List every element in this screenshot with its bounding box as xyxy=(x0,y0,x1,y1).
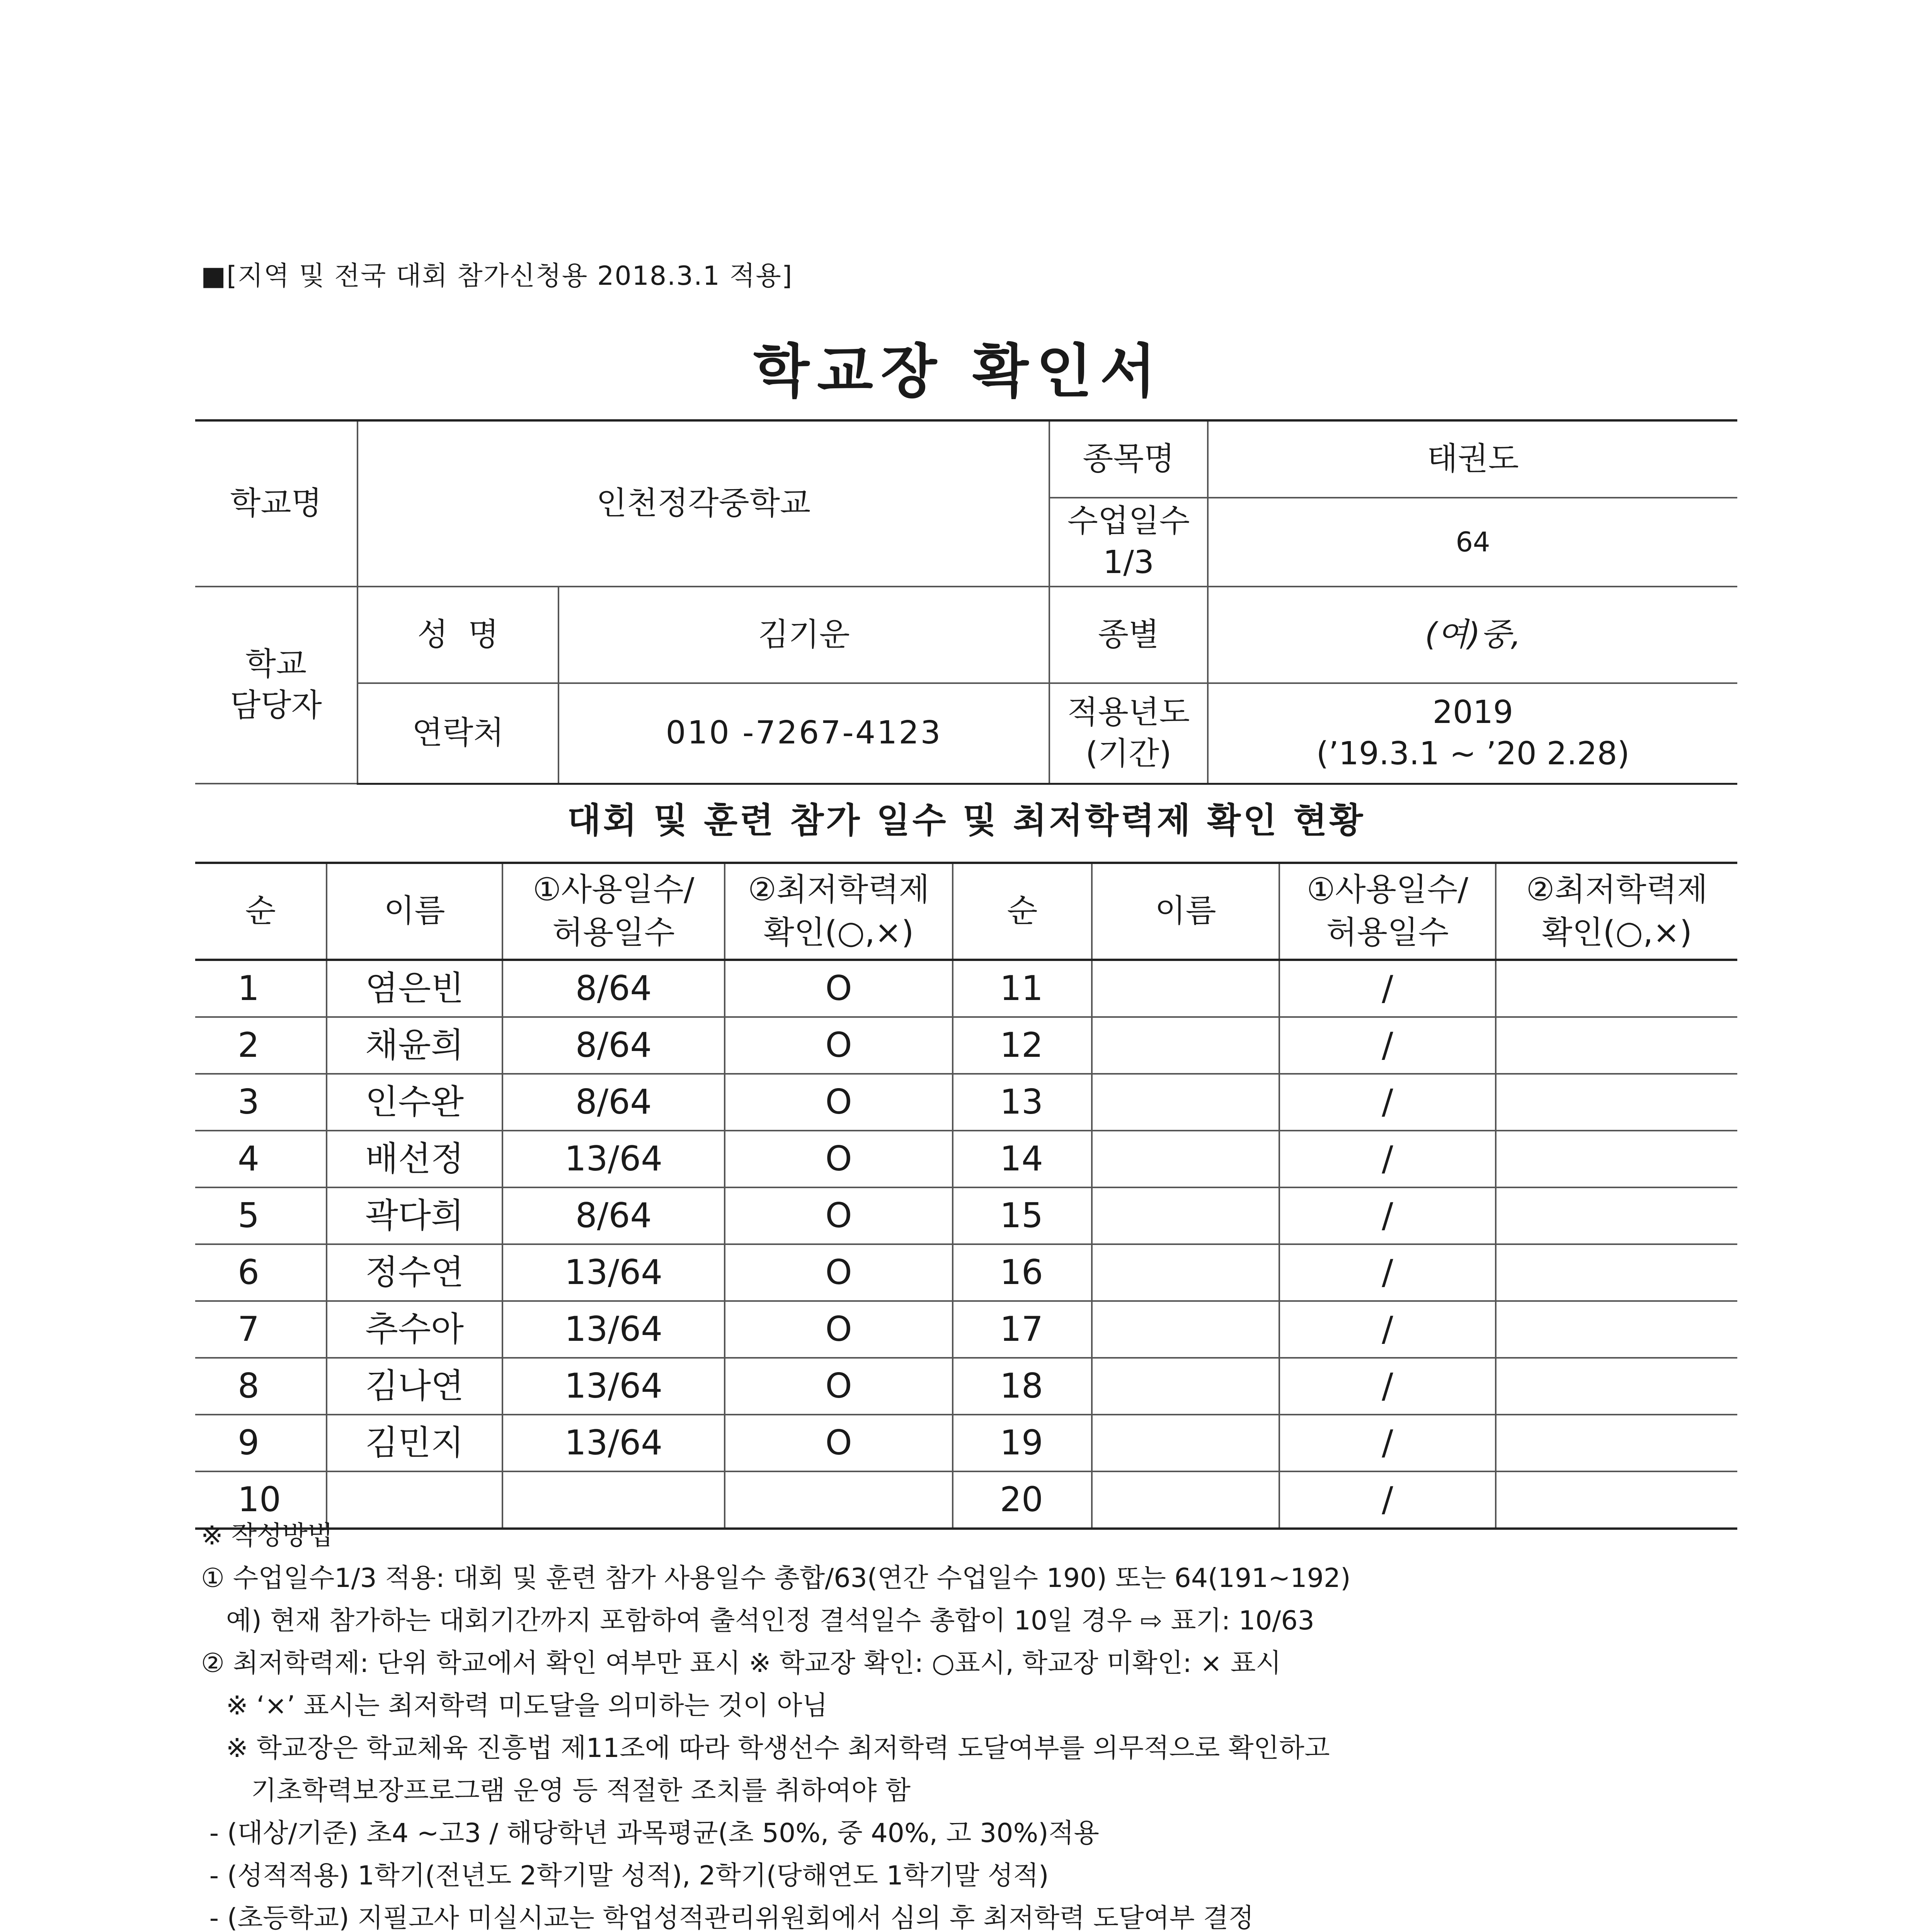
cell-name xyxy=(1092,1187,1279,1244)
header-check-right-line1: ②최저학력제 xyxy=(1526,871,1708,908)
cell-no: 10 xyxy=(195,1471,327,1529)
info-table xyxy=(195,419,1737,785)
page-title: 학교장 확인서 xyxy=(753,338,1164,405)
cell-check: O xyxy=(725,1415,953,1471)
note-line: - (초등학교) 지필고사 미실시교는 학업성적관리위원회에서 심의 후 최저학력 도달여부 결정 xyxy=(201,1903,1254,1932)
cell-name: 김나연 xyxy=(327,1358,502,1415)
cell-check: O xyxy=(725,1301,953,1358)
cell-no: 5 xyxy=(195,1187,327,1244)
header-check-line1: ②최저학력제 xyxy=(748,871,930,908)
header-days-right-line2: 허용일수 xyxy=(1326,914,1449,951)
days-label xyxy=(1049,498,1208,587)
cell-days: 13/64 xyxy=(502,1131,725,1187)
cell-no: 20 xyxy=(953,1471,1092,1529)
table-row xyxy=(195,1244,1737,1301)
cell-check: O xyxy=(725,1358,953,1415)
year-value xyxy=(1208,683,1737,784)
kind-value: (여)중, xyxy=(1208,587,1737,683)
cell-no: 7 xyxy=(195,1301,327,1358)
name-value: 김기운 xyxy=(558,587,1049,683)
cell-no: 2 xyxy=(195,1017,327,1074)
note-line: ※ 작성방법 xyxy=(201,1520,333,1551)
note-line: - (대상/기준) 초4 ~고3 / 해당학년 과목평균(초 50%, 중 40%, 고 30%)적용 xyxy=(201,1818,1100,1849)
cell-name xyxy=(1092,960,1279,1017)
cell-name: 채윤희 xyxy=(327,1017,502,1074)
cell-name xyxy=(1092,1131,1279,1187)
notes xyxy=(201,1515,1747,1932)
cell-check xyxy=(1496,1358,1737,1415)
cell-no: 6 xyxy=(195,1244,327,1301)
year-label-line1: 적용년도 xyxy=(1067,694,1190,731)
contact-label: 연락처 xyxy=(358,683,558,784)
cell-days: 8/64 xyxy=(502,960,725,1017)
header-check-right-line2: 확인(○,×) xyxy=(1542,914,1692,951)
table-row xyxy=(195,1415,1737,1471)
cell-no: 18 xyxy=(953,1358,1092,1415)
cell-name xyxy=(1092,1358,1279,1415)
cell-days: 8/64 xyxy=(502,1017,725,1074)
cell-name: 배선정 xyxy=(327,1131,502,1187)
cell-name: 염은빈 xyxy=(327,960,502,1017)
section-title: 대회 및 훈련 참가 일수 및 최저학력제 확인 현황 xyxy=(567,800,1365,841)
cell-days: 8/64 xyxy=(502,1074,725,1131)
cell-name: 정수연 xyxy=(327,1244,502,1301)
cell-name xyxy=(1092,1244,1279,1301)
year-label-line2: (기간) xyxy=(1085,735,1172,772)
cell-no: 4 xyxy=(195,1131,327,1187)
note-line: 기초학력보장프로그램 운영 등 적절한 조치를 취하여야 함 xyxy=(201,1776,911,1806)
contact-value: 010 -7267-4123 xyxy=(558,683,1049,784)
cell-check xyxy=(1496,1301,1737,1358)
cell-days: / xyxy=(1279,1187,1496,1244)
header-check-right xyxy=(1496,863,1737,960)
cell-name: 곽다희 xyxy=(327,1187,502,1244)
sport-label: 종목명 xyxy=(1049,420,1208,498)
header-days xyxy=(502,863,725,960)
days-value: 64 xyxy=(1208,498,1737,587)
cell-name xyxy=(1092,1017,1279,1074)
header-name-right: 이름 xyxy=(1092,863,1279,960)
note-line: ① 수업일수1/3 적용: 대회 및 훈련 참가 사용일수 총합/63(연간 수업일수 190) 또는 64(191~192) xyxy=(201,1563,1351,1594)
cell-days: / xyxy=(1279,1131,1496,1187)
sport-value: 태권도 xyxy=(1208,420,1737,498)
header-no: 순 xyxy=(195,863,327,960)
cell-name: 김민지 xyxy=(327,1415,502,1471)
year-value-line2: (’19.3.1 ~ ’20 2.28) xyxy=(1316,735,1630,772)
cell-check: O xyxy=(725,960,953,1017)
cell-days: / xyxy=(1279,1301,1496,1358)
cell-days: / xyxy=(1279,1471,1496,1529)
header-check-line2: 확인(○,×) xyxy=(763,914,914,951)
cell-check xyxy=(1496,1244,1737,1301)
cell-name xyxy=(1092,1301,1279,1358)
roster-table xyxy=(195,862,1737,1530)
cell-check xyxy=(1496,1074,1737,1131)
kind-label: 종별 xyxy=(1049,587,1208,683)
cell-days: 13/64 xyxy=(502,1415,725,1471)
cell-name: 인수완 xyxy=(327,1074,502,1131)
cell-days: 13/64 xyxy=(502,1358,725,1415)
header-name: 이름 xyxy=(327,863,502,960)
cell-no: 12 xyxy=(953,1017,1092,1074)
cell-days: / xyxy=(1279,1017,1496,1074)
year-label xyxy=(1049,683,1208,784)
cell-check xyxy=(1496,1017,1737,1074)
cell-days: 13/64 xyxy=(502,1244,725,1301)
cell-check: O xyxy=(725,1017,953,1074)
table-row xyxy=(195,960,1737,1017)
cell-no: 8 xyxy=(195,1358,327,1415)
manager-label-line2: 담당자 xyxy=(230,687,322,724)
roster-body xyxy=(195,960,1737,1529)
year-value-line1: 2019 xyxy=(1432,694,1514,731)
cell-name: 추수아 xyxy=(327,1301,502,1358)
days-label-line1: 수업일수 xyxy=(1067,503,1190,540)
days-label-line2: 1/3 xyxy=(1103,544,1154,581)
form-tag: ■[지역 및 전국 대회 참가신청용 2018.3.1 적용] xyxy=(201,261,793,291)
cell-no: 1 xyxy=(195,960,327,1017)
note-line: 예) 현재 참가하는 대회기간까지 포함하여 출석인정 결석일수 총합이 10일 경우 ⇨ 표기: 10/63 xyxy=(201,1605,1314,1636)
header-days-right xyxy=(1279,863,1496,960)
header-check xyxy=(725,863,953,960)
cell-no: 17 xyxy=(953,1301,1092,1358)
table-row xyxy=(195,1131,1737,1187)
cell-check: O xyxy=(725,1244,953,1301)
header-no-right: 순 xyxy=(953,863,1092,960)
cell-no: 13 xyxy=(953,1074,1092,1131)
header-days-right-line1: ①사용일수/ xyxy=(1307,871,1468,908)
note-line: ② 최저학력제: 단위 학교에서 확인 여부만 표시 ※ 학교장 확인: ○표시, 학교장 미확인: × 표시 xyxy=(201,1648,1281,1679)
school-label: 학교명 xyxy=(195,420,358,587)
cell-days: 13/64 xyxy=(502,1301,725,1358)
cell-days: / xyxy=(1279,960,1496,1017)
manager-label-line1: 학교 xyxy=(245,646,307,683)
cell-check: O xyxy=(725,1074,953,1131)
note-line: ※ 학교장은 학교체육 진흥법 제11조에 따라 학생선수 최저학력 도달여부를 의무적으로 확인하고 xyxy=(201,1733,1330,1764)
cell-days: 8/64 xyxy=(502,1187,725,1244)
cell-check xyxy=(1496,960,1737,1017)
cell-no: 14 xyxy=(953,1131,1092,1187)
cell-check: O xyxy=(725,1187,953,1244)
table-row xyxy=(195,1187,1737,1244)
table-row xyxy=(195,1074,1737,1131)
school-value: 인천정각중학교 xyxy=(358,420,1049,587)
cell-days: / xyxy=(1279,1415,1496,1471)
cell-check xyxy=(1496,1415,1737,1471)
cell-check xyxy=(1496,1187,1737,1244)
manager-label xyxy=(195,587,358,784)
cell-name xyxy=(1092,1415,1279,1471)
table-row xyxy=(195,1301,1737,1358)
cell-no: 3 xyxy=(195,1074,327,1131)
header-days-line1: ①사용일수/ xyxy=(533,871,695,908)
cell-no: 11 xyxy=(953,960,1092,1017)
cell-days: / xyxy=(1279,1358,1496,1415)
table-row xyxy=(195,1017,1737,1074)
table-row xyxy=(195,1358,1737,1415)
cell-days: / xyxy=(1279,1244,1496,1301)
cell-no: 16 xyxy=(953,1244,1092,1301)
name-label: 성 명 xyxy=(358,587,558,683)
cell-check: O xyxy=(725,1131,953,1187)
note-line: ※ ‘×’ 표시는 최저학력 미도달을 의미하는 것이 아님 xyxy=(201,1690,828,1721)
cell-check xyxy=(1496,1131,1737,1187)
cell-no: 9 xyxy=(195,1415,327,1471)
note-line: - (성적적용) 1학기(전년도 2학기말 성적), 2학기(당해연도 1학기말 성적) xyxy=(201,1861,1049,1891)
header-days-line2: 허용일수 xyxy=(552,914,675,951)
cell-days: / xyxy=(1279,1074,1496,1131)
cell-no: 15 xyxy=(953,1187,1092,1244)
cell-name xyxy=(1092,1074,1279,1131)
cell-no: 19 xyxy=(953,1415,1092,1471)
